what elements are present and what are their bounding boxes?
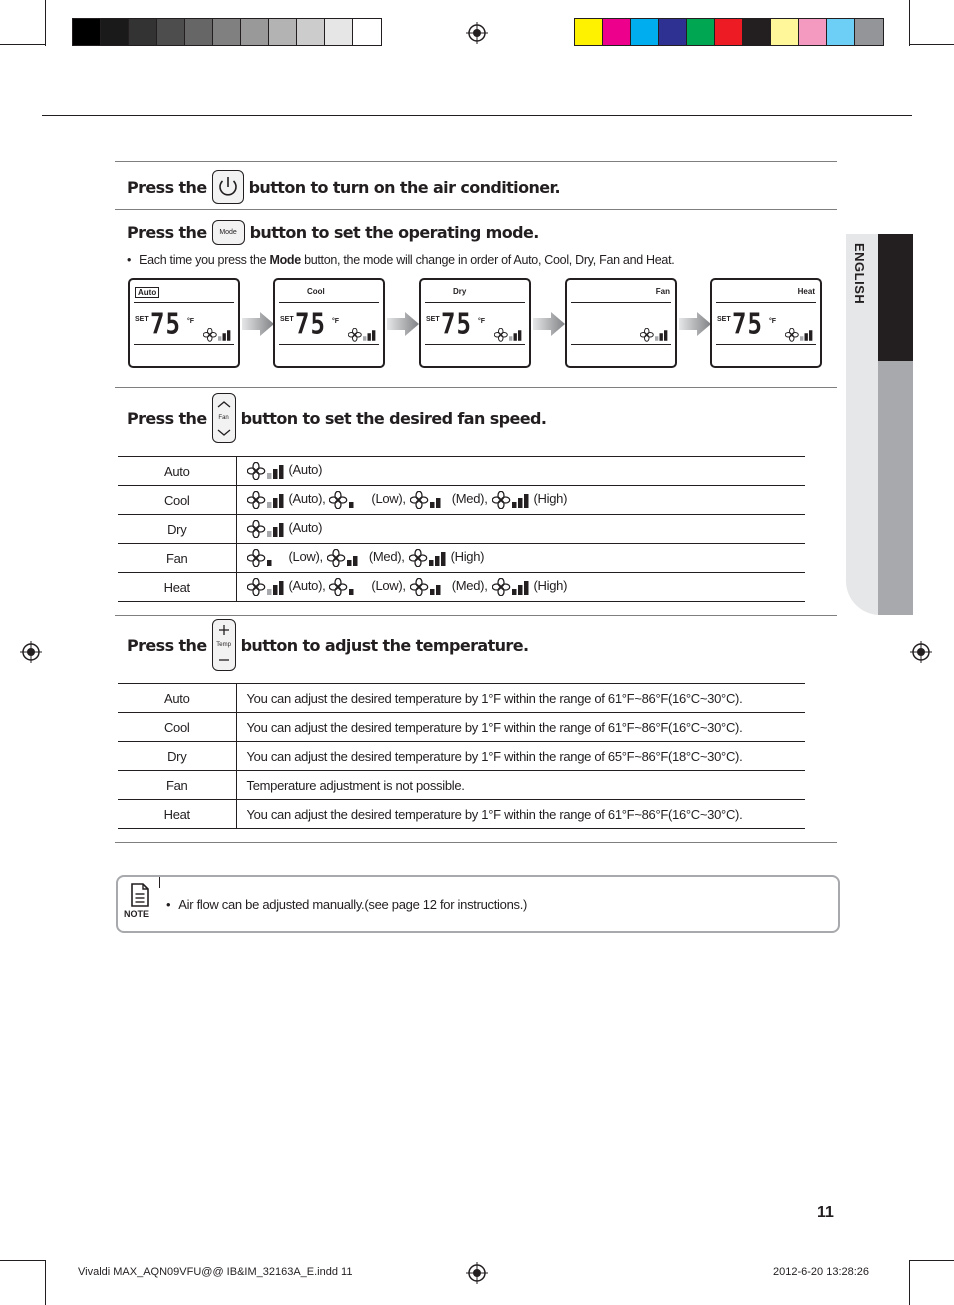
mode-cell: Fan bbox=[118, 544, 236, 573]
mode-button-label: Mode bbox=[219, 228, 237, 236]
arrow-right-icon bbox=[679, 312, 711, 341]
lcd-mode-label: Cool bbox=[307, 287, 325, 296]
temperature-description-cell: You can adjust the desired temperature by 1°F within the range of 61°F~86°F(16°C~30°C). bbox=[236, 684, 805, 713]
bullet-text-b: button, the mode will change in order of Auto, Cool, Dry, Fan and Heat. bbox=[300, 253, 675, 267]
mode-bullet bbox=[127, 253, 674, 267]
gray-swatch bbox=[73, 19, 101, 45]
color-swatch bbox=[659, 19, 687, 45]
step-mode-pre: Press the bbox=[127, 222, 207, 242]
lcd-set-label: SET bbox=[135, 316, 149, 323]
lcd-divider bbox=[134, 302, 234, 303]
mode-cell: Fan bbox=[118, 771, 236, 800]
note-text-line bbox=[166, 897, 527, 912]
gray-swatch bbox=[269, 19, 297, 45]
fan-auto-icon bbox=[247, 462, 287, 480]
fan-low-icon bbox=[247, 549, 287, 567]
page-number: 11 bbox=[817, 1204, 834, 1221]
mode-cell: Heat bbox=[118, 800, 236, 829]
lcd-divider bbox=[571, 302, 671, 303]
fan-speed-cell bbox=[236, 457, 805, 486]
color-swatch bbox=[799, 19, 827, 45]
fan-speed-label: (Low), bbox=[371, 578, 406, 594]
fan-speed-cell bbox=[236, 515, 805, 544]
section-rule bbox=[115, 842, 837, 843]
fan-auto-icon bbox=[247, 520, 287, 538]
arrow-right-icon bbox=[533, 312, 565, 341]
note-badge bbox=[121, 882, 159, 924]
fan-button-label: Fan bbox=[218, 415, 229, 421]
arrow-right-icon bbox=[387, 312, 419, 341]
mode-button-icon bbox=[212, 220, 245, 245]
color-swatch bbox=[715, 19, 743, 45]
color-swatch bbox=[827, 19, 855, 45]
registration-mark-icon bbox=[20, 641, 42, 663]
mode-cell: Auto bbox=[118, 457, 236, 486]
bullet-marker: • bbox=[127, 253, 132, 267]
fan-speed-cell bbox=[236, 544, 805, 573]
note-label: NOTE bbox=[124, 909, 150, 919]
fan-speed-label: (Auto) bbox=[288, 520, 323, 536]
table-row bbox=[118, 800, 805, 829]
lcd-display-dry bbox=[419, 278, 531, 368]
fan-speed-cell bbox=[236, 486, 805, 515]
table-row bbox=[118, 515, 805, 544]
table-row bbox=[118, 544, 805, 573]
lcd-display-heat bbox=[710, 278, 822, 368]
mode-cell: Cool bbox=[118, 713, 236, 742]
note-text: Air flow can be adjusted manually.(see page 12 for instructions.) bbox=[178, 897, 528, 912]
step-power bbox=[127, 170, 560, 204]
section-rule bbox=[115, 615, 837, 616]
lcd-divider bbox=[716, 302, 816, 303]
arrow-right-icon bbox=[242, 312, 274, 341]
temperature-description-cell: You can adjust the desired temperature by 1°F within the range of 65°F~86°F(18°C~30°C). bbox=[236, 742, 805, 771]
color-swatch bbox=[855, 19, 883, 45]
registration-mark-icon bbox=[466, 22, 488, 44]
temperature-description-cell: Temperature adjustment is not possible. bbox=[236, 771, 805, 800]
lcd-temperature: 75 bbox=[732, 307, 763, 341]
section-rule bbox=[115, 209, 837, 210]
lcd-divider bbox=[279, 344, 379, 345]
temperature-table bbox=[118, 683, 805, 829]
gray-swatch bbox=[213, 19, 241, 45]
gray-swatch bbox=[185, 19, 213, 45]
fan-speed-label: (Auto), bbox=[288, 491, 326, 507]
registration-mark-icon bbox=[466, 1262, 488, 1284]
lcd-divider bbox=[425, 302, 525, 303]
fan-auto-icon bbox=[247, 578, 287, 596]
fan-speed-label: (Auto) bbox=[288, 462, 323, 478]
header-rule bbox=[42, 115, 912, 116]
slug-date: 2012-6-20 13:28:26 bbox=[773, 1266, 870, 1278]
lcd-display-fan bbox=[565, 278, 677, 368]
lcd-mode-label: Heat bbox=[797, 287, 815, 296]
lcd-divider bbox=[279, 302, 379, 303]
fan-speed-label: (Med), bbox=[368, 549, 405, 565]
fan-speed-label: (Med), bbox=[451, 491, 488, 507]
step-temp-pre: Press the bbox=[127, 635, 207, 655]
note-document-icon bbox=[129, 883, 151, 907]
lcd-unit: °F bbox=[478, 318, 486, 325]
temp-button-label: Temp bbox=[216, 642, 231, 648]
table-row bbox=[118, 486, 805, 515]
mode-cell: Dry bbox=[118, 515, 236, 544]
lcd-mode-label: Dry bbox=[453, 287, 467, 296]
color-swatch bbox=[575, 19, 603, 45]
gray-swatch bbox=[157, 19, 185, 45]
fan-speed-label: (High) bbox=[533, 578, 568, 594]
fan-speed-label: (Low), bbox=[288, 549, 323, 565]
table-row bbox=[118, 713, 805, 742]
lcd-unit: °F bbox=[187, 318, 195, 325]
fan-speed-label: (Low), bbox=[371, 491, 406, 507]
gray-swatch bbox=[101, 19, 129, 45]
fan-high-icon bbox=[409, 549, 449, 567]
color-swatch bbox=[771, 19, 799, 45]
fan-low-icon bbox=[329, 491, 369, 509]
mode-cell: Heat bbox=[118, 573, 236, 602]
gray-swatch bbox=[241, 19, 269, 45]
power-button-icon bbox=[212, 170, 244, 204]
section-rule bbox=[115, 387, 837, 388]
gray-swatch bbox=[297, 19, 325, 45]
color-swatch bbox=[687, 19, 715, 45]
side-tab-inactive bbox=[878, 361, 913, 615]
step-fan-post: button to set the desired fan speed. bbox=[240, 408, 547, 428]
color-calibration-bar bbox=[574, 18, 884, 46]
fan-speed-cell bbox=[236, 573, 805, 602]
fan-high-icon bbox=[492, 491, 532, 509]
lcd-unit: °F bbox=[769, 318, 777, 325]
side-tab-active bbox=[878, 234, 913, 361]
temperature-description-cell: You can adjust the desired temperature by 1°F within the range of 61°F~86°F(16°C~30°C). bbox=[236, 800, 805, 829]
lcd-unit: °F bbox=[332, 318, 340, 325]
fan-high-icon bbox=[492, 578, 532, 596]
fan-med-icon bbox=[327, 549, 367, 567]
fan-med-icon bbox=[410, 491, 450, 509]
lcd-divider bbox=[425, 344, 525, 345]
fan-low-icon bbox=[329, 578, 369, 596]
mode-cell: Auto bbox=[118, 684, 236, 713]
lcd-display-auto bbox=[128, 278, 240, 368]
step-fan bbox=[127, 393, 546, 443]
lcd-set-label: SET bbox=[426, 316, 440, 323]
gray-calibration-bar bbox=[72, 18, 382, 46]
bullet-bold: Mode bbox=[269, 253, 301, 267]
table-row bbox=[118, 457, 805, 486]
table-row bbox=[118, 771, 805, 800]
fan-speed-table bbox=[118, 456, 805, 602]
lcd-mode-label: Auto bbox=[135, 287, 159, 298]
lcd-set-label: SET bbox=[280, 316, 294, 323]
language-tab-label: ENGLISH bbox=[852, 243, 867, 305]
step-mode bbox=[127, 219, 539, 245]
temp-button-icon bbox=[212, 619, 236, 671]
color-swatch bbox=[603, 19, 631, 45]
mode-cell: Cool bbox=[118, 486, 236, 515]
table-row bbox=[118, 684, 805, 713]
lcd-temperature: 75 bbox=[295, 307, 326, 341]
step-fan-pre: Press the bbox=[127, 408, 207, 428]
registration-mark-icon bbox=[910, 641, 932, 663]
lcd-divider bbox=[134, 344, 234, 345]
lcd-divider bbox=[571, 344, 671, 345]
color-swatch bbox=[631, 19, 659, 45]
gray-swatch bbox=[129, 19, 157, 45]
lcd-set-label: SET bbox=[717, 316, 731, 323]
fan-speed-label: (Auto), bbox=[288, 578, 326, 594]
fan-speed-label: (High) bbox=[450, 549, 485, 565]
lcd-temperature: 75 bbox=[150, 307, 181, 341]
fan-auto-icon bbox=[247, 491, 287, 509]
note-divider bbox=[159, 877, 160, 888]
slug-filename: Vivaldi MAX_AQN09VFU@@ IB&IM_32163A_E.indd 11 bbox=[78, 1266, 353, 1278]
lcd-temperature: 75 bbox=[441, 307, 472, 341]
fan-med-icon bbox=[410, 578, 450, 596]
note-bullet: • bbox=[166, 897, 171, 912]
table-row bbox=[118, 573, 805, 602]
fan-button-icon bbox=[212, 393, 236, 443]
lcd-mode-label: Fan bbox=[655, 287, 670, 296]
color-swatch bbox=[743, 19, 771, 45]
lcd-divider bbox=[716, 344, 816, 345]
step-temp bbox=[127, 619, 528, 671]
bullet-text-a: Each time you press the bbox=[139, 253, 270, 267]
temperature-description-cell: You can adjust the desired temperature by 1°F within the range of 61°F~86°F(16°C~30°C). bbox=[236, 713, 805, 742]
mode-cell: Dry bbox=[118, 742, 236, 771]
table-row bbox=[118, 742, 805, 771]
step-power-post: button to turn on the air conditioner. bbox=[248, 177, 560, 197]
lcd-display-cool bbox=[273, 278, 385, 368]
step-power-pre: Press the bbox=[127, 177, 207, 197]
gray-swatch bbox=[353, 19, 381, 45]
section-rule bbox=[115, 161, 837, 162]
fan-speed-label: (High) bbox=[533, 491, 568, 507]
step-mode-post: button to set the operating mode. bbox=[249, 222, 539, 242]
gray-swatch bbox=[325, 19, 353, 45]
step-temp-post: button to adjust the temperature. bbox=[240, 635, 529, 655]
fan-speed-label: (Med), bbox=[451, 578, 488, 594]
